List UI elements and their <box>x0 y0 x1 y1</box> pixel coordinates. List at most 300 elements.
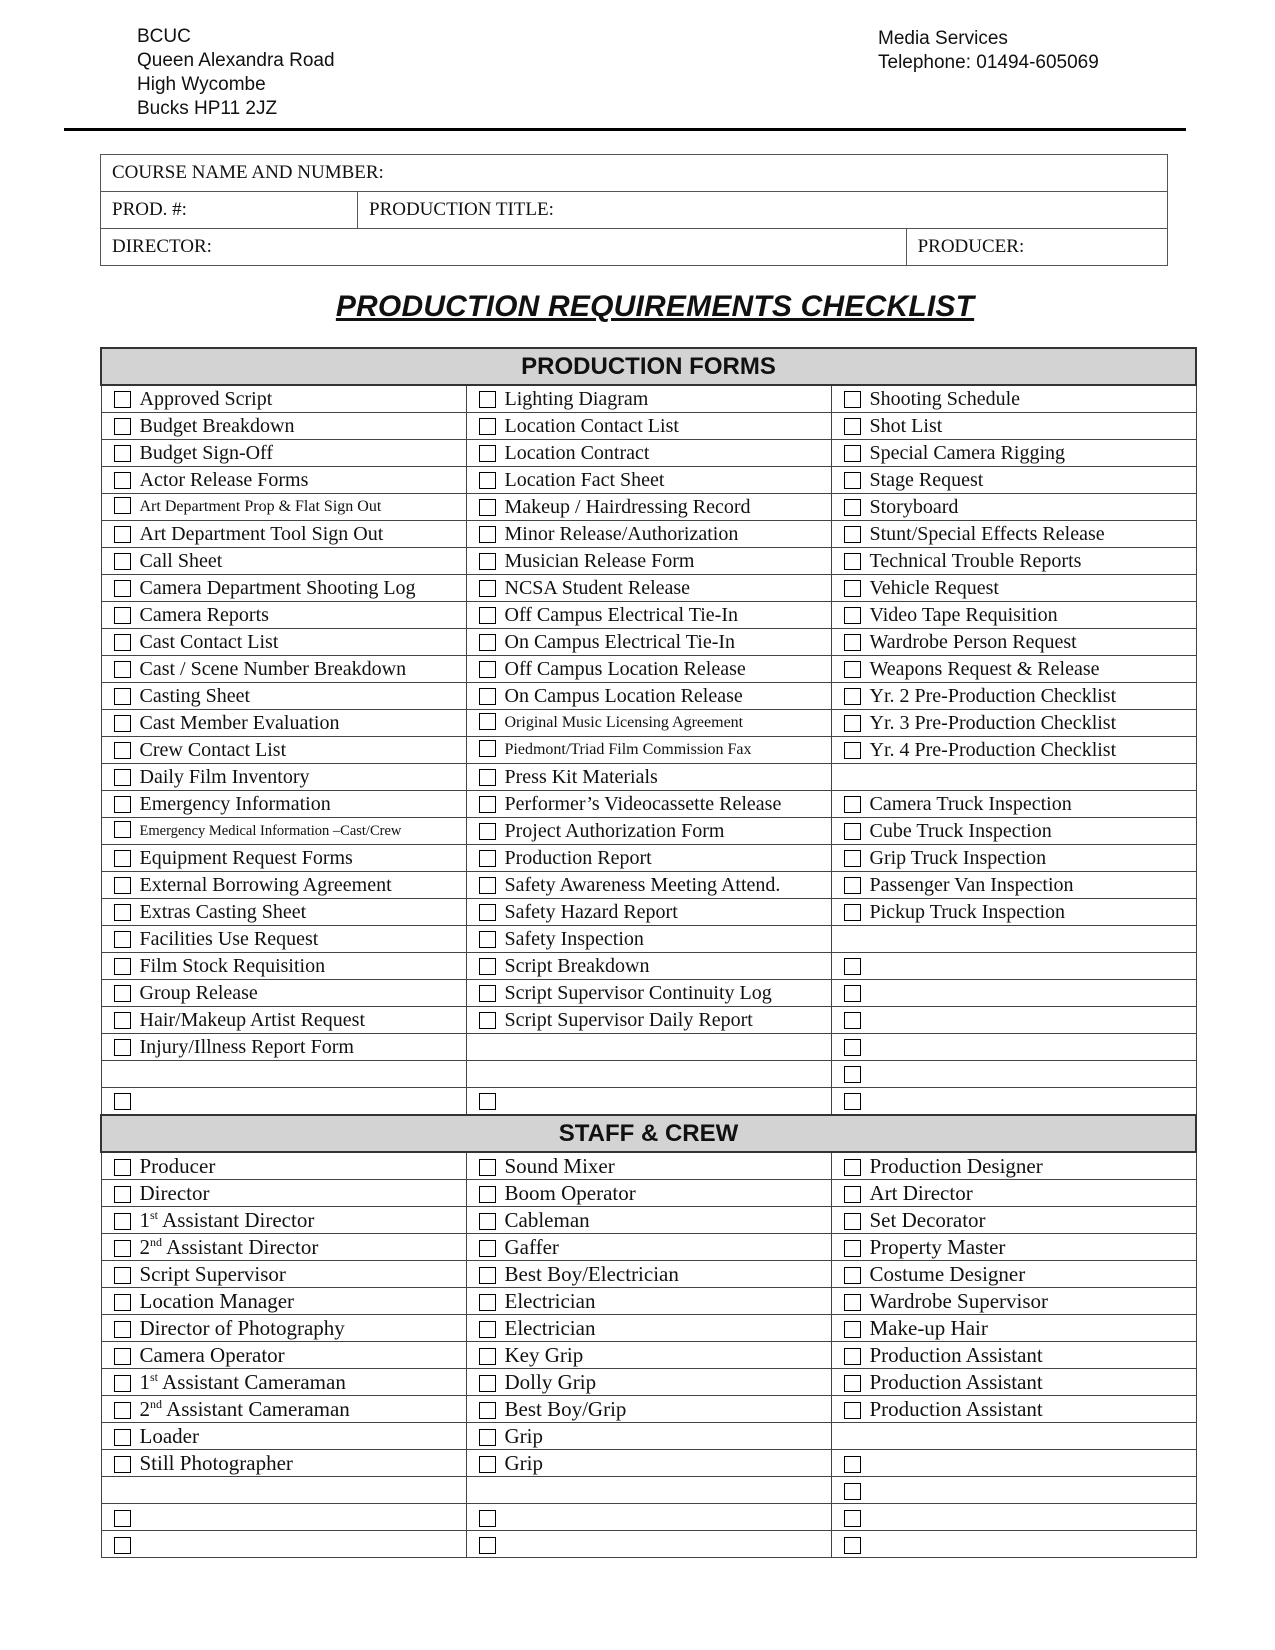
checklist-item-label: Camera Truck Inspection <box>869 793 1072 815</box>
checklist-row <box>101 1288 1196 1315</box>
course-name-field[interactable] <box>101 155 1168 192</box>
checklist-item-label: Off Campus Location Release <box>504 658 746 680</box>
checkbox[interactable] <box>844 1159 861 1176</box>
checkbox[interactable] <box>844 742 861 759</box>
checklist-row <box>101 629 1196 656</box>
checklist-item <box>831 521 1196 548</box>
checkbox[interactable] <box>114 1186 131 1203</box>
checklist-row <box>101 1396 1196 1423</box>
checklist-item-label: Yr. 4 Pre-Production Checklist <box>869 739 1117 761</box>
checklist-item <box>101 1531 466 1558</box>
checklist-item-label: Equipment Request Forms <box>139 847 353 869</box>
checklist-item <box>831 710 1196 737</box>
checkbox[interactable] <box>479 1012 496 1029</box>
checklist-item-label: Shot List <box>869 415 943 437</box>
checklist-item <box>831 980 1196 1007</box>
checkbox[interactable] <box>844 661 861 678</box>
checklist-item <box>101 629 466 656</box>
checklist-item-label: Key Grip <box>504 1343 584 1367</box>
checkbox[interactable] <box>114 1267 131 1284</box>
checkbox[interactable] <box>844 499 861 516</box>
checkbox[interactable] <box>844 1093 861 1110</box>
checkbox[interactable] <box>114 821 131 838</box>
checklist-item <box>101 818 466 845</box>
checkbox[interactable] <box>844 850 861 867</box>
checkbox[interactable] <box>844 1012 861 1029</box>
checklist-item <box>101 548 466 575</box>
checklist-row <box>101 1007 1196 1034</box>
checkbox[interactable] <box>479 1375 496 1392</box>
checkbox[interactable] <box>844 1483 861 1500</box>
requirements-checklist <box>100 347 1197 1558</box>
checkbox[interactable] <box>479 985 496 1002</box>
checkbox[interactable] <box>479 1294 496 1311</box>
checklist-item-label: Cableman <box>504 1208 590 1232</box>
checkbox[interactable] <box>114 958 131 975</box>
checklist-row <box>101 1477 1196 1504</box>
checklist-item-label: Art Director <box>869 1181 973 1205</box>
checklist-row <box>101 926 1196 953</box>
checkbox[interactable] <box>479 796 496 813</box>
empty-cell <box>466 1477 831 1504</box>
checklist-row <box>101 1315 1196 1342</box>
checklist-item <box>101 1342 466 1369</box>
checkbox[interactable] <box>844 823 861 840</box>
checkbox[interactable] <box>479 499 496 516</box>
checklist-item-label: Production Assistant <box>869 1397 1043 1421</box>
checklist-row <box>101 899 1196 926</box>
checklist-item <box>101 494 466 521</box>
checklist-item-label: Casting Sheet <box>139 685 251 707</box>
checklist-item-label: Makeup / Hairdressing Record <box>504 496 751 518</box>
address-line-3: Bucks HP11 2JZ <box>137 98 278 119</box>
checkbox[interactable] <box>114 1510 131 1527</box>
checklist-item-label: Location Contact List <box>504 415 679 437</box>
checklist-row <box>101 980 1196 1007</box>
checkbox[interactable] <box>479 1402 496 1419</box>
checklist-item-label: Wardrobe Person Request <box>869 631 1077 653</box>
checklist-item <box>466 818 831 845</box>
checklist-row <box>101 1423 1196 1450</box>
checkbox[interactable] <box>844 1456 861 1473</box>
checklist-item <box>466 1396 831 1423</box>
checklist-item-label: Performer’s Videocassette Release <box>504 793 782 815</box>
checkbox[interactable] <box>479 391 496 408</box>
checklist-item-label: Grip <box>504 1424 543 1448</box>
checkbox[interactable] <box>844 1348 861 1365</box>
checkbox[interactable] <box>479 661 496 678</box>
checklist-item <box>831 602 1196 629</box>
checkbox[interactable] <box>844 958 861 975</box>
checklist-item-label: Producer <box>139 1154 216 1178</box>
checklist-item-label: Sound Mixer <box>504 1154 615 1178</box>
director-label: DIRECTOR: <box>112 236 212 257</box>
checkbox[interactable] <box>114 931 131 948</box>
checkbox[interactable] <box>114 1375 131 1392</box>
checkbox[interactable] <box>844 1240 861 1257</box>
checkbox[interactable] <box>114 715 131 732</box>
checklist-item <box>466 440 831 467</box>
checkbox[interactable] <box>844 634 861 651</box>
checkbox[interactable] <box>114 796 131 813</box>
checkbox[interactable] <box>114 850 131 867</box>
checkbox[interactable] <box>114 1456 131 1473</box>
checklist-item <box>466 1450 831 1477</box>
checklist-item-label: Storyboard <box>869 496 959 518</box>
checkbox[interactable] <box>479 713 496 730</box>
checklist-row <box>101 1207 1196 1234</box>
empty-cell <box>101 1477 466 1504</box>
checkbox[interactable] <box>114 1012 131 1029</box>
checkbox[interactable] <box>479 418 496 435</box>
checklist-item <box>831 1261 1196 1288</box>
checklist-item <box>101 1234 466 1261</box>
checkbox[interactable] <box>479 688 496 705</box>
checklist-item <box>101 1180 466 1207</box>
checklist-item-label: Stunt/Special Effects Release <box>869 523 1105 545</box>
checklist-item-label: Hair/Makeup Artist Request <box>139 1009 366 1031</box>
course-name-label: COURSE NAME AND NUMBER: <box>112 162 384 183</box>
checkbox[interactable] <box>114 580 131 597</box>
checklist-row <box>101 1234 1196 1261</box>
empty-cell <box>466 1061 831 1088</box>
checklist-row <box>101 385 1196 413</box>
checklist-item <box>831 1531 1196 1558</box>
checkbox[interactable] <box>479 1348 496 1365</box>
checklist-item-label: Special Camera Rigging <box>869 442 1066 464</box>
checkbox[interactable] <box>844 418 861 435</box>
checkbox[interactable] <box>844 1186 861 1203</box>
checklist-item <box>101 521 466 548</box>
checklist-item <box>101 467 466 494</box>
checkbox[interactable] <box>844 796 861 813</box>
checklist-item <box>831 818 1196 845</box>
checkbox[interactable] <box>479 1186 496 1203</box>
checkbox[interactable] <box>479 1537 496 1554</box>
empty-cell <box>831 764 1196 791</box>
checkbox[interactable] <box>479 769 496 786</box>
checklist-item-label: Production Report <box>504 847 652 869</box>
checklist-item <box>466 1288 831 1315</box>
checklist-item-label: Location Fact Sheet <box>504 469 665 491</box>
checkbox[interactable] <box>479 607 496 624</box>
checkbox[interactable] <box>479 1267 496 1284</box>
checkbox[interactable] <box>844 607 861 624</box>
checklist-item <box>466 494 831 521</box>
checklist-row <box>101 710 1196 737</box>
checklist-item <box>101 1261 466 1288</box>
checklist-item-label: Budget Breakdown <box>139 415 295 437</box>
checklist-item <box>831 1504 1196 1531</box>
checklist-row <box>101 548 1196 575</box>
checklist-item-label: Press Kit Materials <box>504 766 658 788</box>
checkbox[interactable] <box>114 1093 131 1110</box>
checkbox[interactable] <box>844 553 861 570</box>
checklist-item-label: 2nd Assistant Cameraman <box>139 1397 350 1421</box>
checkbox[interactable] <box>114 1429 131 1446</box>
checklist-item <box>466 764 831 791</box>
checklist-item <box>831 845 1196 872</box>
checklist-item-label: Make-up Hair <box>869 1316 988 1340</box>
checklist-item <box>466 629 831 656</box>
checklist-item <box>101 710 466 737</box>
checklist-row <box>101 1152 1196 1180</box>
checkbox[interactable] <box>114 418 131 435</box>
checkbox[interactable] <box>479 850 496 867</box>
checklist-item-label: Dolly Grip <box>504 1370 597 1394</box>
checkbox[interactable] <box>114 1294 131 1311</box>
checkbox[interactable] <box>114 472 131 489</box>
prod-number-field[interactable] <box>101 192 358 229</box>
checklist-row <box>101 1034 1196 1061</box>
checklist-item <box>831 683 1196 710</box>
checkbox[interactable] <box>479 1240 496 1257</box>
checkbox[interactable] <box>844 904 861 921</box>
checklist-item <box>101 980 466 1007</box>
checklist-row <box>101 1180 1196 1207</box>
checkbox[interactable] <box>114 688 131 705</box>
checkbox[interactable] <box>479 1213 496 1230</box>
checklist-item <box>101 1423 466 1450</box>
checklist-row <box>101 1504 1196 1531</box>
checkbox[interactable] <box>844 688 861 705</box>
checkbox[interactable] <box>114 742 131 759</box>
checkbox[interactable] <box>844 445 861 462</box>
checklist-item-label: Emergency Information <box>139 793 331 815</box>
checklist-item <box>101 1504 466 1531</box>
checklist-item-label: Passenger Van Inspection <box>869 874 1074 896</box>
checklist-item <box>831 791 1196 818</box>
checklist-item <box>831 1007 1196 1034</box>
checklist-item-label: Shooting Schedule <box>869 388 1021 410</box>
checklist-item-label: Lighting Diagram <box>504 388 649 410</box>
checklist-row <box>101 656 1196 683</box>
checkbox[interactable] <box>479 1093 496 1110</box>
checkbox[interactable] <box>844 877 861 894</box>
checklist-item <box>831 1396 1196 1423</box>
checkbox[interactable] <box>114 634 131 651</box>
checklist-item-label: Musician Release Form <box>504 550 695 572</box>
telephone: Telephone: 01494-605069 <box>878 52 1099 73</box>
checklist-item-label: Cast / Scene Number Breakdown <box>139 658 407 680</box>
checkbox[interactable] <box>479 634 496 651</box>
checklist-item <box>831 1061 1196 1088</box>
checkbox[interactable] <box>844 715 861 732</box>
checkbox[interactable] <box>114 497 131 514</box>
checklist-item-label: On Campus Location Release <box>504 685 743 707</box>
checkbox[interactable] <box>479 958 496 975</box>
checklist-row <box>101 467 1196 494</box>
checklist-item <box>466 467 831 494</box>
checklist-item-label: Costume Designer <box>869 1262 1026 1286</box>
checklist-item <box>831 1342 1196 1369</box>
checklist-item <box>101 602 466 629</box>
checklist-item-label: Electrician <box>504 1289 596 1313</box>
checklist-row <box>101 791 1196 818</box>
checkbox[interactable] <box>844 1267 861 1284</box>
checklist-item-label: Group Release <box>139 982 258 1004</box>
checkbox[interactable] <box>479 580 496 597</box>
checkbox[interactable] <box>479 1321 496 1338</box>
checklist-item <box>101 1207 466 1234</box>
checkbox[interactable] <box>479 1159 496 1176</box>
checkbox[interactable] <box>114 985 131 1002</box>
checklist-item <box>101 845 466 872</box>
checklist-item-label: Loader <box>139 1424 199 1448</box>
checklist-item-label: Video Tape Requisition <box>869 604 1058 626</box>
checklist-item <box>101 656 466 683</box>
checklist-item <box>466 1207 831 1234</box>
checklist-row <box>101 845 1196 872</box>
checklist-item <box>466 1180 831 1207</box>
checklist-item-label: Budget Sign-Off <box>139 442 274 464</box>
checklist-item <box>101 1369 466 1396</box>
checklist-row <box>101 1450 1196 1477</box>
checkbox[interactable] <box>844 1402 861 1419</box>
checkbox[interactable] <box>844 1294 861 1311</box>
checkbox[interactable] <box>114 1402 131 1419</box>
checklist-item <box>831 872 1196 899</box>
checklist-item-label: Camera Operator <box>139 1343 285 1367</box>
checklist-item <box>831 413 1196 440</box>
checklist-row <box>101 737 1196 764</box>
checkbox[interactable] <box>479 1429 496 1446</box>
empty-cell <box>101 1061 466 1088</box>
checkbox[interactable] <box>114 1321 131 1338</box>
checklist-item-label: On Campus Electrical Tie-In <box>504 631 736 653</box>
checkbox[interactable] <box>479 1456 496 1473</box>
checkbox[interactable] <box>114 526 131 543</box>
checklist-item <box>466 926 831 953</box>
checkbox[interactable] <box>844 526 861 543</box>
checklist-item-label: Script Supervisor <box>139 1262 286 1286</box>
checkbox[interactable] <box>844 1510 861 1527</box>
checkbox[interactable] <box>844 985 861 1002</box>
production-title-field[interactable] <box>358 192 1168 229</box>
checklist-item-label: Minor Release/Authorization <box>504 523 739 545</box>
checklist-item <box>101 1034 466 1061</box>
checklist-item <box>466 1504 831 1531</box>
checkbox[interactable] <box>844 580 861 597</box>
checkbox[interactable] <box>114 445 131 462</box>
checklist-item <box>831 575 1196 602</box>
checklist-row <box>101 1342 1196 1369</box>
checklist-item <box>831 1369 1196 1396</box>
checklist-item <box>831 1315 1196 1342</box>
checklist-item-label: Safety Inspection <box>504 928 644 950</box>
checklist-item <box>466 899 831 926</box>
checklist-row <box>101 602 1196 629</box>
checkbox[interactable] <box>114 1213 131 1230</box>
production-info-table <box>100 154 1168 266</box>
checkbox[interactable] <box>114 553 131 570</box>
checkbox[interactable] <box>479 553 496 570</box>
checklist-item <box>466 1342 831 1369</box>
checklist-item <box>831 385 1196 413</box>
checkbox[interactable] <box>844 391 861 408</box>
checklist-row <box>101 1061 1196 1088</box>
checklist-item <box>101 1396 466 1423</box>
director-field[interactable] <box>101 229 907 266</box>
checklist-item-label: Off Campus Electrical Tie-In <box>504 604 738 626</box>
checkbox[interactable] <box>844 1321 861 1338</box>
checklist-item <box>101 413 466 440</box>
checkbox[interactable] <box>479 445 496 462</box>
checklist-item-label: Yr. 3 Pre-Production Checklist <box>869 712 1117 734</box>
checklist-item <box>466 1531 831 1558</box>
checklist-row <box>101 1531 1196 1558</box>
checkbox[interactable] <box>479 931 496 948</box>
checkbox[interactable] <box>114 1537 131 1554</box>
checkbox[interactable] <box>844 1213 861 1230</box>
checklist-item-label: Stage Request <box>869 469 984 491</box>
checklist-item <box>101 737 466 764</box>
checklist-item-label: Location Contract <box>504 442 650 464</box>
checkbox[interactable] <box>114 1240 131 1257</box>
checklist-row <box>101 1369 1196 1396</box>
checkbox[interactable] <box>844 1039 861 1056</box>
checkbox[interactable] <box>844 1375 861 1392</box>
checkbox[interactable] <box>844 1537 861 1554</box>
checkbox[interactable] <box>114 607 131 624</box>
checklist-item <box>466 1088 831 1116</box>
empty-cell <box>466 1034 831 1061</box>
checklist-item-label: Electrician <box>504 1316 596 1340</box>
checklist-item <box>831 467 1196 494</box>
checkbox[interactable] <box>114 391 131 408</box>
department-name: Media Services <box>878 28 1008 49</box>
checklist-item-label: Production Designer <box>869 1154 1043 1178</box>
checkbox[interactable] <box>479 823 496 840</box>
checkbox[interactable] <box>479 877 496 894</box>
checkbox[interactable] <box>114 769 131 786</box>
checklist-row <box>101 1261 1196 1288</box>
checkbox[interactable] <box>114 1159 131 1176</box>
checklist-row <box>101 818 1196 845</box>
checklist-item-label: Safety Awareness Meeting Attend. <box>504 874 781 896</box>
checklist-item <box>101 899 466 926</box>
checkbox[interactable] <box>844 1066 861 1083</box>
checklist-item-label: Call Sheet <box>139 550 223 572</box>
checklist-item <box>831 1034 1196 1061</box>
checklist-item <box>831 1180 1196 1207</box>
checkbox[interactable] <box>479 740 496 757</box>
checkbox[interactable] <box>479 472 496 489</box>
checkbox[interactable] <box>114 661 131 678</box>
checkbox[interactable] <box>114 1039 131 1056</box>
checklist-row <box>101 953 1196 980</box>
checklist-item <box>466 1423 831 1450</box>
checklist-item-label: Grip Truck Inspection <box>869 847 1047 869</box>
checklist-item-label: Boom Operator <box>504 1181 636 1205</box>
checkbox[interactable] <box>114 904 131 921</box>
checklist-item-label: 1st Assistant Cameraman <box>139 1370 346 1394</box>
producer-field[interactable] <box>906 229 1167 266</box>
checkbox[interactable] <box>114 877 131 894</box>
checklist-item-label: Set Decorator <box>869 1208 986 1232</box>
checklist-item-label: Wardrobe Supervisor <box>869 1289 1049 1313</box>
checklist-item <box>101 575 466 602</box>
checkbox[interactable] <box>479 526 496 543</box>
checkbox[interactable] <box>114 1348 131 1365</box>
checklist-item-label: Property Master <box>869 1235 1006 1259</box>
checkbox[interactable] <box>479 1510 496 1527</box>
checklist-item-label: Camera Reports <box>139 604 269 626</box>
checkbox[interactable] <box>844 472 861 489</box>
checklist-item <box>831 548 1196 575</box>
checkbox[interactable] <box>479 904 496 921</box>
checklist-item-label: Pickup Truck Inspection <box>869 901 1066 923</box>
